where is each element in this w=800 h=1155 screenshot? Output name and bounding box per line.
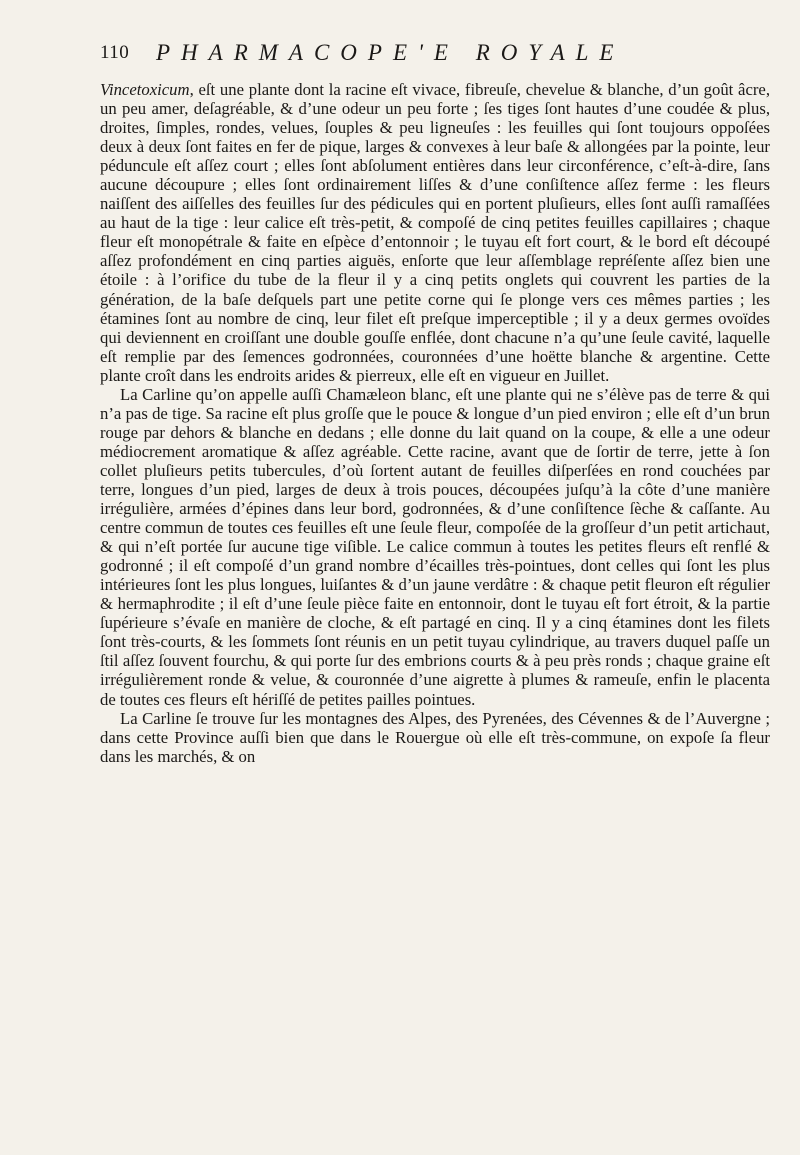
paragraph-lead-term: Vincetoxicum — [100, 80, 190, 99]
running-title: PHARMACOPE'E ROYALE — [156, 40, 625, 65]
paragraph-vincetoxicum — [100, 80, 770, 385]
page-header — [100, 40, 770, 74]
paragraph-body: La Carline qu’on appelle auſſi Chamæleon blanc, eſt une plante qui ne s’élève pas de terre & qui n’a pas de tige. Sa racine eſt plus groſſe que le pouce & longue d’un pied environ ; elle eſt d’un brun rouge par dehors & blanche en dedans ; elle donne du lait quand on la coupe, & elle a une odeur médiocrement aromatique & aſſez agréable. Cette racine, avant que de ſortir de terre, jette à ſon collet pluſieurs petits tubercules, d’où ſortent autant de feuilles diſperſées en rond couchées par terre, longues d’un pied, larges de deux à trois pouces, découpées juſqu’à la côte d’une manière irrégulière, armées d’épines dans leur bord, godronnées, & d’une conſiſtence ſèche & caſſante. Au centre commun de toutes ces feuilles eſt une ſeule fleur, compoſée de la groſſeur d’un petit artichaut, & qui n’eſt portée ſur aucune tige viſible. Le calice commun à toutes les petites fleurs eſt renflé & godronné ; il eſt compoſé d’un grand nombre d’écailles très-pointues, dont celles qui ſont les plus intérieures ſont les plus longues, luiſantes & d’un jaune verdâtre : & chaque petit fleuron eſt régulier & hermaphrodite ; il eſt d’une ſeule pièce faite en entonnoir, dont le tuyau eſt fort étroit, & la partie ſupérieure s’évaſe en manière de cloche, & eſt partagé en cinq. Il y a cinq étamines dont les filets ſont très-courts, & les ſommets ſont réunis en un petit tuyau cylindrique, au travers duquel paſſe un ſtil aſſez ſouvent fourchu, & qui porte ſur des embrions courts & à peu près ronds ; chaque graine eſt irrégulièrement ronde & velue, & couronnée d’une aigrette à plumes & rameuſe, enfin le placenta de toutes ces fleurs eſt hériſſé de petites pailles pointues. — [100, 384, 770, 709]
paragraph-carline-habitat — [100, 709, 770, 766]
body-text — [100, 80, 770, 766]
paragraph-body: La Carline ſe trouve ſur les montagnes des Alpes, des Pyrenées, des Cévennes & de l’Auvergne ; dans cette Province auſſi bien que dans le Rouergue où elle eſt très-commune, on expoſe ſa fleur dans les marchés, & on — [100, 708, 770, 766]
paragraph-body: , eſt une plante dont la racine eſt vivace, fibreuſe, chevelue & blanche, d’un goût âcre, un peu amer, deſagréable, & d’une odeur un peu forte ; ſes tiges ſont hautes d’une coudée & plus, droites, ſimples, rondes, velues, ſouples & peu ligneuſes : les feuilles qui ſont toujours oppoſées deux à deux ſont faites en fer de pique, larges & convexes à leur baſe & allongées par la pointe, leur péduncule eſt aſſez court ; elles ſont abſolument entières dans leur circonférence, c’eſt-à-dire, ſans aucune découpure ; elles ſont ordinairement liſſes & d’une conſiſtence aſſez ferme : les fleurs naiſſent des aiſſelles des feuilles ſur des pédicules qui en portent pluſieurs, elles ſont auſſi ramaſſées au haut de la tige : leur calice eſt très-petit, & compoſé de cinq petites feuilles capillaires ; chaque fleur eſt monopétrale & faite en eſpèce d’entonnoir ; le tuyau eſt fort court, & le bord eſt découpé aſſez profondément en cinq parties aiguës, enſorte que leur aſſemblage repréſente aſſez bien une étoile : à l’orifice du tube de la fleur il y a cinq petits onglets qui couvrent les parties de la génération, de la baſe deſquels part une petite corne qui ſe plonge vers ces mêmes parties ; les étamines ſont au nombre de cinq, leur filet eſt preſque imperceptible ; il y a deux germes ovoïdes qui deviennent en croiſſant une double gouſſe enflée, dont chacune n’a qu’une ſeule cavité, laquelle eſt remplie par des ſemences godronnées, couronnées d’une hoëtte blanche & argentine. Cette plante croît dans les endroits arides & pierreux, elle eſt en vigueur en Juillet. — [100, 80, 770, 385]
page-number: 110 — [100, 42, 130, 63]
paragraph-carline — [100, 385, 770, 709]
